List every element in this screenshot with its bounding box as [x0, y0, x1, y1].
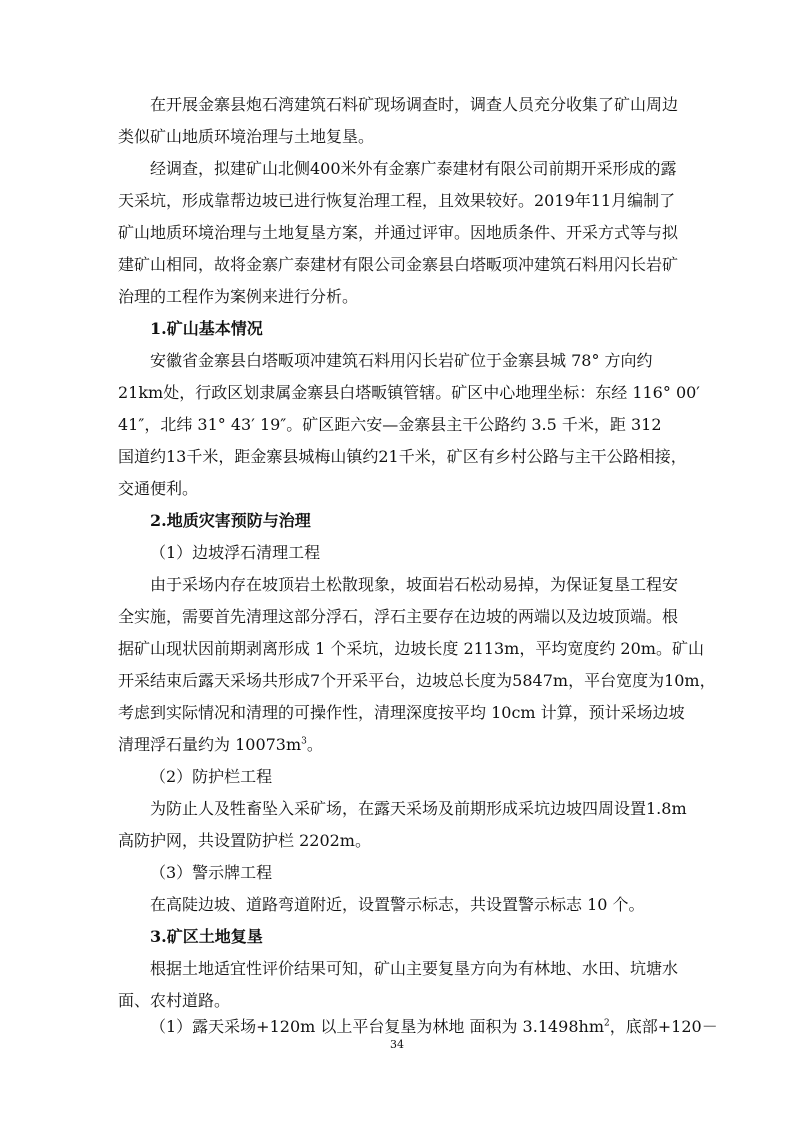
section-heading-1: 1.矿山基本情况	[150, 319, 263, 338]
paragraph-line: 在开展金寨县炮石湾建筑石料矿现场调查时，调查人员充分收集了矿山周边	[150, 95, 679, 114]
subsection-heading: （3）警示牌工程	[150, 863, 273, 882]
section-heading-3: 3.矿区土地复垦	[150, 927, 263, 946]
paragraph-line: 建矿山相同，故将金寨广泰建材有限公司金寨县白塔畈项冲建筑石料用闪长岩矿	[118, 255, 679, 274]
line-text: ，底部+120－	[609, 1017, 718, 1036]
paragraph-line: 据矿山现状因前期剥离形成 1 个采坑，边坡长度 2113m，平均宽度约 20m。矿山	[118, 639, 704, 658]
line-text: 。	[306, 735, 323, 754]
section-heading-2: 2.地质灾害预防与治理	[150, 511, 311, 530]
paragraph-line: 由于采场内存在坡顶岩土松散现象，坡面岩石松动易掉，为保证复垦工程安	[150, 575, 679, 594]
paragraph-line: 21km处，行政区划隶属金寨县白塔畈镇管辖。矿区中心地理坐标：东经 116° 00′	[118, 383, 700, 402]
paragraph-line: 根据土地适宜性评价结果可知，矿山主要复垦方向为有林地、水田、坑塘水	[150, 959, 679, 978]
line-text: （1）露天采场+120m 以上平台复垦为林地 面积为 3.1498hm	[150, 1017, 605, 1036]
paragraph-line: 类似矿山地质环境治理与土地复垦。	[118, 127, 375, 146]
paragraph-line: 交通便利。	[118, 479, 199, 498]
paragraph-line: 高防护网，共设置防护栏 2202m。	[118, 831, 371, 850]
paragraph-line: 为防止人及牲畜坠入采矿场，在露天采场及前期形成采坑边坡四周设置1.8m	[150, 799, 687, 818]
paragraph-line: 41″，北纬 31° 43′ 19″。矿区距六安—金寨县主干公路约 3.5 千米，距 312	[118, 415, 662, 434]
paragraph-line: 全实施，需要首先清理这部分浮石，浮石主要存在边坡的两端以及边坡顶端。根	[118, 607, 679, 626]
paragraph-line: 考虑到实际情况和清理的可操作性，清理深度按平均 10cm 计算，预计采场边坡	[118, 703, 685, 722]
line-text: 清理浮石量约为 10073m	[118, 735, 302, 754]
paragraph-line: 治理的工程作为案例来进行分析。	[118, 287, 359, 306]
paragraph-line: 国道约13千米，距金寨县城梅山镇约21千米，矿区有乡村公路与主干公路相接，	[118, 447, 687, 466]
paragraph-line: 开采结束后露天采场共形成7个开采平台，边坡总长度为5847m，平台宽度为10m，	[118, 671, 716, 690]
paragraph-line: 在高陡边坡、道路弯道附近，设置警示标志，共设置警示标志 10 个。	[150, 895, 645, 914]
page-number: 34	[390, 1038, 404, 1051]
subsection-heading: （1）边坡浮石清理工程	[150, 543, 321, 562]
superscript: 2	[604, 1018, 610, 1029]
paragraph-line: 天采坑，形成靠帮边坡已进行恢复治理工程，且效果较好。2019年11月编制了	[118, 191, 676, 210]
paragraph-line: 经调查，拟建矿山北侧400米外有金寨广泰建材有限公司前期开采形成的露	[150, 159, 677, 178]
paragraph-line: 安徽省金寨县白塔畈项冲建筑石料用闪长岩矿位于金寨县城 78° 方向约	[150, 351, 653, 370]
superscript: 3	[301, 736, 307, 747]
paragraph-line: 矿山地质环境治理与土地复垦方案，并通过评审。因地质条件、开采方式等与拟	[118, 223, 679, 242]
paragraph-line: 面、农村道路。	[118, 991, 231, 1010]
subsection-heading: （2）防护栏工程	[150, 767, 273, 786]
paragraph-line	[118, 730, 678, 760]
